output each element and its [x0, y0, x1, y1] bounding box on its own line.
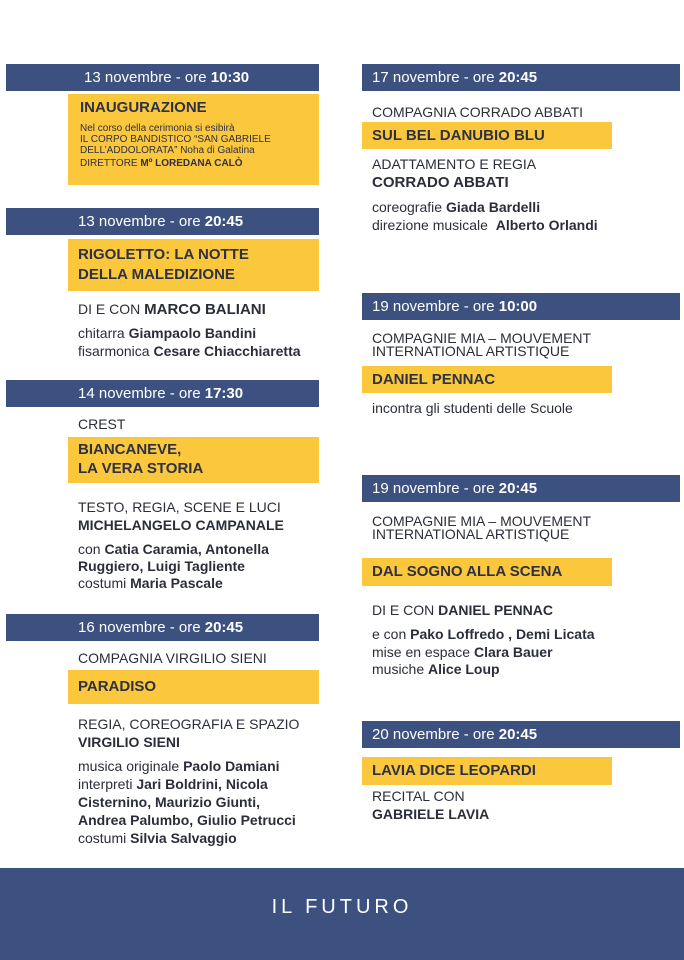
event-title: LAVIA DICE LEOPARDI [372, 762, 536, 779]
event-description: incontra gli studenti delle Scuole [372, 400, 573, 416]
event-date: 13 novembre - ore [84, 69, 211, 86]
credit-label: con [78, 541, 105, 557]
event-time: 20:45 [498, 69, 538, 86]
credit-name: Paolo Damiani [183, 758, 280, 774]
credit-label: costumi [78, 830, 131, 846]
event-role: REGIA, COREOGRAFIA E SPAZIO [78, 716, 300, 732]
event-role-name: CORRADO ABBATI [372, 174, 509, 191]
event-company: INTERNATIONAL ARTISTIQUE [372, 526, 570, 542]
credit-label: fisarmonica [78, 343, 154, 359]
event-description: Nel corso della cerimonia si esibirà [80, 123, 235, 134]
event-company: COMPAGNIE MIA – MOUVEMENT [372, 330, 592, 346]
event-title-box [362, 757, 612, 785]
event-date: 20 novembre - ore [372, 726, 499, 743]
credit-name: Jari Boldrini, Nicola [136, 776, 268, 792]
credit-label: costumi [78, 575, 131, 591]
credit-name: MARCO BALIANI [144, 301, 266, 318]
event-credit [78, 776, 268, 793]
event-title-box [362, 558, 612, 586]
credit-name: Cesare Chiacchiaretta [153, 343, 301, 359]
credit-label: e con [372, 626, 411, 642]
event-credit [78, 830, 237, 847]
event-company: COMPAGNIA VIRGILIO SIENI [78, 650, 267, 666]
event-company: COMPAGNIA CORRADO ABBATI [372, 104, 584, 120]
event-title: BIANCANEVE, [78, 441, 182, 458]
credit-name: Giampaolo Bandini [128, 325, 257, 341]
credit-name: Cisternino, Maurizio Giunti, [78, 794, 260, 810]
event-title: DAL SOGNO ALLA SCENA [372, 563, 563, 580]
credit-label: mise en espace [372, 644, 474, 660]
event-time: 20:45 [498, 480, 538, 497]
event-title-box [68, 670, 319, 704]
credit-name: Andrea Palumbo, Giulio Petrucci [78, 812, 296, 828]
event-description: DELL’ADDOLORATA” Noha di Galatina [80, 145, 255, 156]
event-date-bar [362, 721, 680, 748]
event-title: PARADISO [78, 678, 157, 695]
credit-name: Giada Bardelli [445, 199, 541, 215]
event-role: TESTO, REGIA, SCENE E LUCI [78, 499, 281, 515]
event-date-bar [6, 380, 319, 407]
event-role-name: GABRIELE LAVIA [372, 806, 490, 822]
credit-name: Alice Loup [428, 661, 500, 677]
event-credit [372, 217, 598, 234]
event-credit [78, 575, 223, 592]
event-credit [78, 343, 301, 360]
event-date: 16 novembre - ore [78, 619, 205, 636]
event-title-box [68, 239, 319, 291]
event-date: 14 novembre - ore [78, 385, 205, 402]
event-date: 19 novembre - ore [372, 480, 499, 497]
event-time: 17:30 [204, 385, 244, 402]
event-credit [78, 541, 269, 558]
event-date-bar [362, 475, 680, 502]
event-title: INAUGURAZIONE [80, 99, 207, 116]
credit-label: interpreti [78, 776, 137, 792]
event-director [80, 158, 243, 169]
event-time: 20:45 [204, 213, 244, 230]
credit-name: Ruggiero, Luigi Tagliente [78, 558, 245, 574]
event-time: 10:00 [498, 298, 538, 315]
event-title: SUL BEL DANUBIO BLU [372, 127, 545, 144]
event-title-box [362, 366, 612, 393]
event-role: ADATTAMENTO E REGIA [372, 156, 537, 172]
event-title: DANIEL PENNAC [372, 371, 496, 388]
event-role-name: MICHELANGELO CAMPANALE [78, 517, 284, 533]
event-role-name: VIRGILIO SIENI [78, 734, 180, 750]
event-date-bar [6, 208, 319, 235]
event-title-box [362, 122, 612, 149]
credit-label: chitarra [78, 325, 129, 341]
credit-name: Catia Caramia, Antonella [104, 541, 269, 557]
event-credit [372, 602, 553, 619]
event-date: 17 novembre - ore [372, 69, 499, 86]
director-label: DIRETTORE [80, 158, 141, 169]
credit-label: DI E CON [372, 602, 439, 618]
event-title: LA VERA STORIA [78, 460, 204, 477]
director-name: Mº LOREDANA CALÒ [140, 158, 243, 169]
event-date-bar [6, 64, 319, 91]
credit-separator: , [504, 626, 516, 642]
credit-label: direzione musicale [372, 217, 496, 233]
event-date-bar [6, 614, 319, 641]
credit-name: Maria Pascale [130, 575, 223, 591]
event-company: INTERNATIONAL ARTISTIQUE [372, 343, 570, 359]
footer-banner [0, 868, 684, 960]
event-time: 10:30 [210, 69, 250, 86]
credit-label: DI E CON [78, 301, 145, 317]
event-credit [372, 626, 595, 643]
credit-name: Silvia Salvaggio [130, 830, 237, 846]
credit-name: Clara Bauer [473, 644, 553, 660]
event-credit [78, 325, 256, 342]
event-credit [78, 758, 280, 775]
credit-name: Demi Licata [515, 626, 595, 642]
event-date: 13 novembre - ore [78, 213, 205, 230]
event-role: RECITAL CON [372, 788, 465, 804]
event-title: DELLA MALEDIZIONE [78, 266, 235, 283]
event-date-bar [362, 64, 680, 91]
inauguration-box [68, 94, 319, 185]
credit-name: Pako Loffredo [410, 626, 505, 642]
event-description: IL CORPO BANDISTICO “SAN GABRIELE [80, 134, 271, 145]
credit-name: DANIEL PENNAC [438, 602, 553, 618]
event-date-bar [362, 293, 680, 320]
event-credit [372, 661, 500, 678]
event-credit [372, 199, 540, 216]
event-title: RIGOLETTO: LA NOTTE [78, 246, 249, 263]
event-title-box [68, 437, 319, 483]
event-company: CREST [78, 416, 126, 432]
event-company: COMPAGNIE MIA – MOUVEMENT [372, 513, 592, 529]
event-credit [372, 644, 553, 661]
event-time: 20:45 [204, 619, 244, 636]
credit-label: musica originale [78, 758, 184, 774]
event-time: 20:45 [498, 726, 538, 743]
credit-label: coreografie [372, 199, 446, 215]
footer-title: IL FUTURO [271, 896, 413, 918]
credit-label: musiche [372, 661, 429, 677]
event-date: 19 novembre - ore [372, 298, 499, 315]
event-credit [78, 301, 266, 318]
credit-name: Alberto Orlandi [495, 217, 598, 233]
